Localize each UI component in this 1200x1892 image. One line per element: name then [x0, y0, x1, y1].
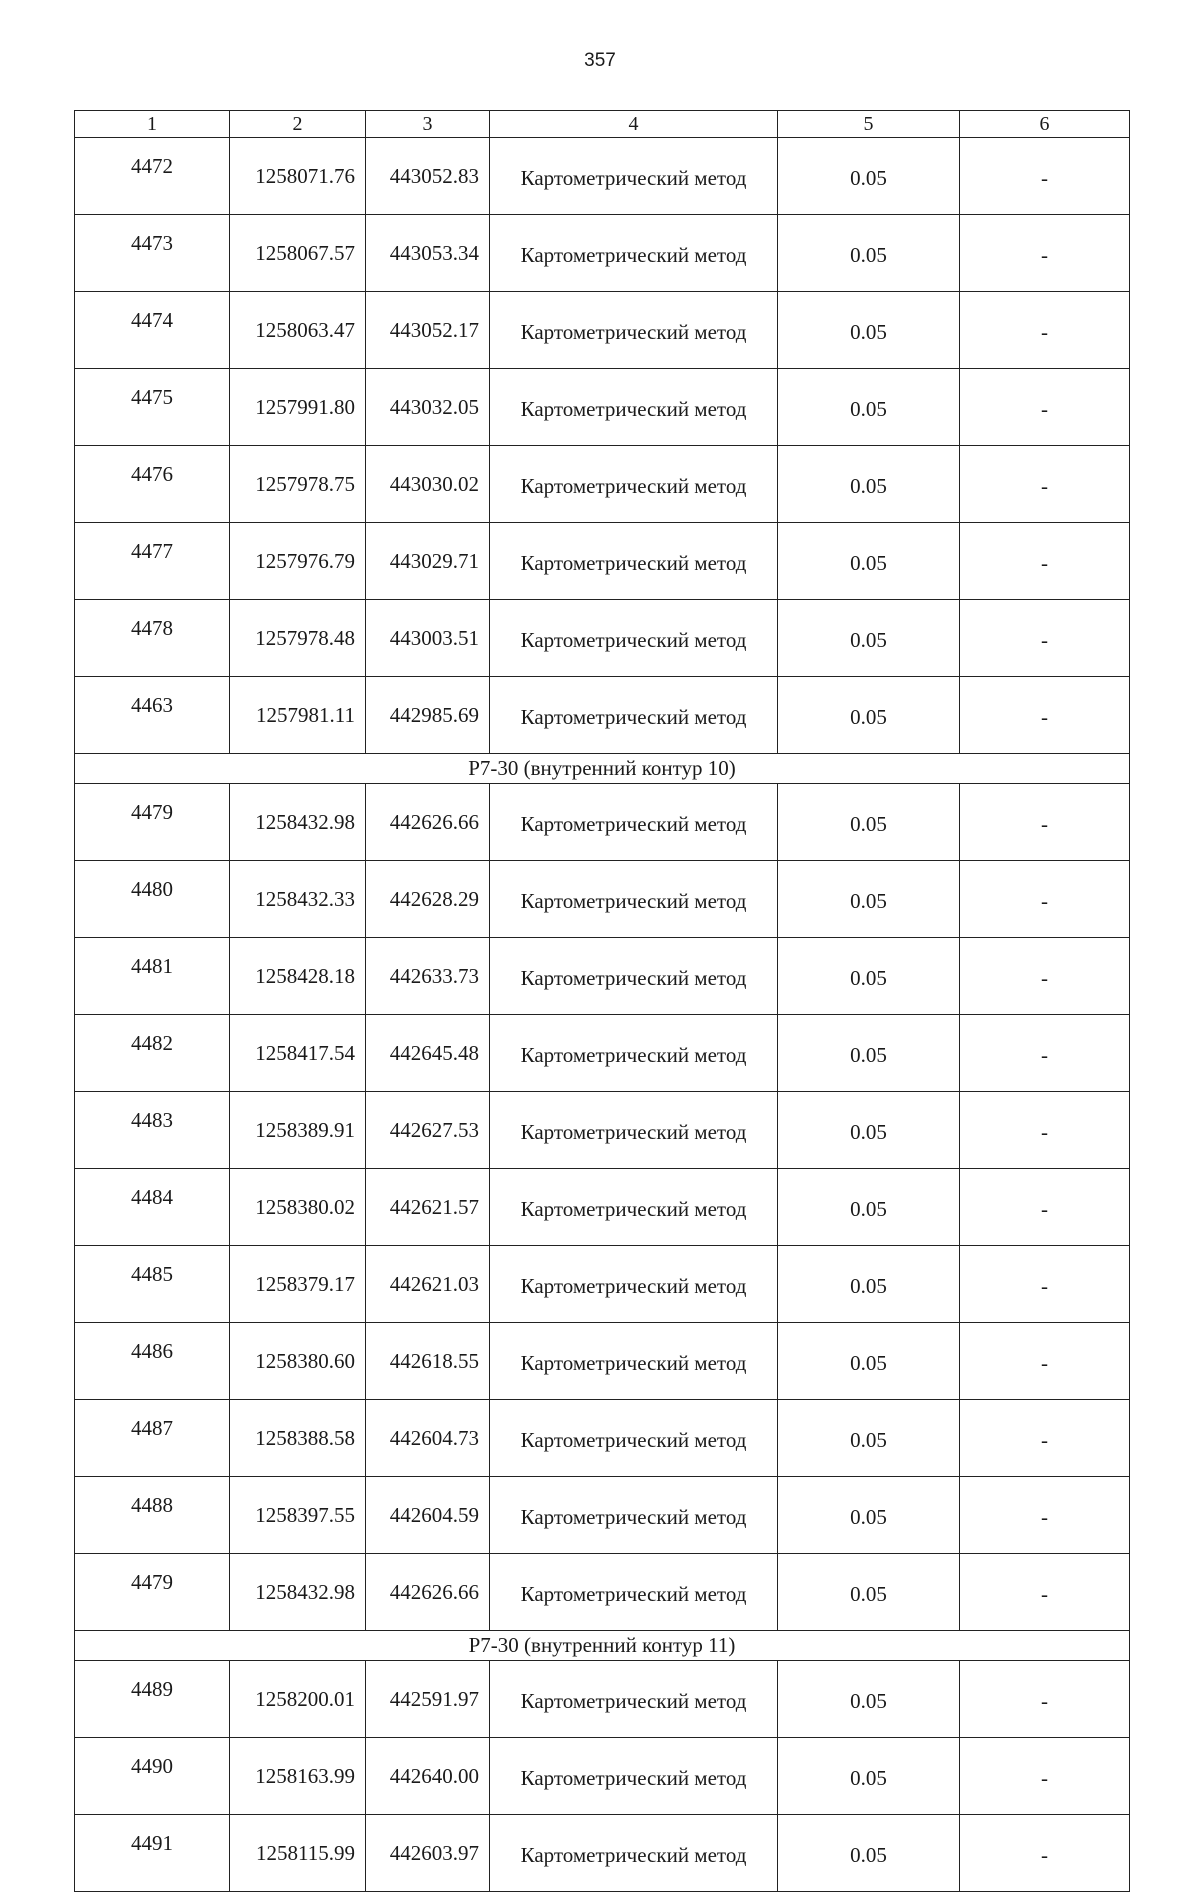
description-cell: - — [960, 1015, 1130, 1092]
table-row — [75, 446, 1130, 523]
description-cell: - — [960, 1477, 1130, 1554]
x-coordinate-cell: 1258428.18 — [230, 938, 366, 1015]
table-row — [75, 1169, 1130, 1246]
method-cell: Картометрический метод — [490, 1323, 778, 1400]
description-cell: - — [960, 1815, 1130, 1892]
point-number-cell: 4481 — [75, 938, 230, 1015]
y-coordinate-cell: 442603.97 — [366, 1815, 490, 1892]
description-cell: - — [960, 1554, 1130, 1631]
y-coordinate-cell: 442621.03 — [366, 1246, 490, 1323]
x-coordinate-cell: 1258163.99 — [230, 1738, 366, 1815]
table-body — [75, 111, 1130, 1892]
x-coordinate-cell: 1257991.80 — [230, 369, 366, 446]
method-cell: Картометрический метод — [490, 861, 778, 938]
method-cell: Картометрический метод — [490, 292, 778, 369]
y-coordinate-cell: 443003.51 — [366, 600, 490, 677]
description-cell: - — [960, 1400, 1130, 1477]
description-cell: - — [960, 369, 1130, 446]
table-row — [75, 138, 1130, 215]
x-coordinate-cell: 1258380.60 — [230, 1323, 366, 1400]
description-cell: - — [960, 446, 1130, 523]
point-number-cell: 4485 — [75, 1246, 230, 1323]
method-cell: Картометрический метод — [490, 677, 778, 754]
column-header: 5 — [778, 111, 960, 138]
accuracy-cell: 0.05 — [778, 938, 960, 1015]
method-cell: Картометрический метод — [490, 1477, 778, 1554]
x-coordinate-cell: 1258200.01 — [230, 1661, 366, 1738]
method-cell: Картометрический метод — [490, 138, 778, 215]
description-cell: - — [960, 1323, 1130, 1400]
method-cell: Картометрический метод — [490, 1738, 778, 1815]
point-number-cell: 4474 — [75, 292, 230, 369]
method-cell: Картометрический метод — [490, 938, 778, 1015]
description-cell: - — [960, 861, 1130, 938]
description-cell: - — [960, 600, 1130, 677]
table-row — [75, 369, 1130, 446]
method-cell: Картометрический метод — [490, 1246, 778, 1323]
y-coordinate-cell: 442627.53 — [366, 1092, 490, 1169]
method-cell: Картометрический метод — [490, 1015, 778, 1092]
method-cell: Картометрический метод — [490, 1815, 778, 1892]
accuracy-cell: 0.05 — [778, 1246, 960, 1323]
x-coordinate-cell: 1257981.11 — [230, 677, 366, 754]
table-row — [75, 600, 1130, 677]
method-cell: Картометрический метод — [490, 446, 778, 523]
y-coordinate-cell: 442640.00 — [366, 1738, 490, 1815]
description-cell: - — [960, 938, 1130, 1015]
x-coordinate-cell: 1258380.02 — [230, 1169, 366, 1246]
y-coordinate-cell: 442633.73 — [366, 938, 490, 1015]
method-cell: Картометрический метод — [490, 215, 778, 292]
table-row — [75, 1738, 1130, 1815]
column-header: 2 — [230, 111, 366, 138]
accuracy-cell: 0.05 — [778, 1738, 960, 1815]
table-row — [75, 1015, 1130, 1092]
point-number-cell: 4486 — [75, 1323, 230, 1400]
x-coordinate-cell: 1257976.79 — [230, 523, 366, 600]
x-coordinate-cell: 1257978.48 — [230, 600, 366, 677]
x-coordinate-cell: 1258388.58 — [230, 1400, 366, 1477]
column-header: 4 — [490, 111, 778, 138]
point-number-cell: 4491 — [75, 1815, 230, 1892]
x-coordinate-cell: 1258432.98 — [230, 784, 366, 861]
x-coordinate-cell: 1258389.91 — [230, 1092, 366, 1169]
table-row — [75, 1661, 1130, 1738]
column-header: 6 — [960, 111, 1130, 138]
accuracy-cell: 0.05 — [778, 677, 960, 754]
y-coordinate-cell: 442604.59 — [366, 1477, 490, 1554]
y-coordinate-cell: 442985.69 — [366, 677, 490, 754]
point-number-cell: 4479 — [75, 784, 230, 861]
y-coordinate-cell: 442628.29 — [366, 861, 490, 938]
column-header: 1 — [75, 111, 230, 138]
point-number-cell: 4477 — [75, 523, 230, 600]
y-coordinate-cell: 443053.34 — [366, 215, 490, 292]
table-row — [75, 292, 1130, 369]
point-number-cell: 4463 — [75, 677, 230, 754]
table-row — [75, 677, 1130, 754]
y-coordinate-cell: 443052.17 — [366, 292, 490, 369]
accuracy-cell: 0.05 — [778, 446, 960, 523]
accuracy-cell: 0.05 — [778, 1015, 960, 1092]
y-coordinate-cell: 443052.83 — [366, 138, 490, 215]
accuracy-cell: 0.05 — [778, 523, 960, 600]
x-coordinate-cell: 1258071.76 — [230, 138, 366, 215]
method-cell: Картометрический метод — [490, 523, 778, 600]
accuracy-cell: 0.05 — [778, 1169, 960, 1246]
description-cell: - — [960, 1092, 1130, 1169]
method-cell: Картометрический метод — [490, 369, 778, 446]
description-cell: - — [960, 1169, 1130, 1246]
accuracy-cell: 0.05 — [778, 138, 960, 215]
x-coordinate-cell: 1258397.55 — [230, 1477, 366, 1554]
column-header: 3 — [366, 111, 490, 138]
method-cell: Картометрический метод — [490, 1092, 778, 1169]
accuracy-cell: 0.05 — [778, 784, 960, 861]
x-coordinate-cell: 1258417.54 — [230, 1015, 366, 1092]
y-coordinate-cell: 443029.71 — [366, 523, 490, 600]
point-number-cell: 4473 — [75, 215, 230, 292]
accuracy-cell: 0.05 — [778, 861, 960, 938]
y-coordinate-cell: 442591.97 — [366, 1661, 490, 1738]
x-coordinate-cell: 1258063.47 — [230, 292, 366, 369]
y-coordinate-cell: 442626.66 — [366, 1554, 490, 1631]
section-title: Р7-30 (внутренний контур 10) — [75, 754, 1130, 784]
description-cell: - — [960, 523, 1130, 600]
point-number-cell: 4482 — [75, 1015, 230, 1092]
y-coordinate-cell: 442621.57 — [366, 1169, 490, 1246]
point-number-cell: 4480 — [75, 861, 230, 938]
section-header-row — [75, 754, 1130, 784]
column-header-row — [75, 111, 1130, 138]
table-row — [75, 1092, 1130, 1169]
method-cell: Картометрический метод — [490, 1400, 778, 1477]
table-row — [75, 1554, 1130, 1631]
table-row — [75, 1400, 1130, 1477]
y-coordinate-cell: 443030.02 — [366, 446, 490, 523]
table-row — [75, 784, 1130, 861]
x-coordinate-cell: 1258432.98 — [230, 1554, 366, 1631]
accuracy-cell: 0.05 — [778, 1092, 960, 1169]
point-number-cell: 4489 — [75, 1661, 230, 1738]
table-row — [75, 1323, 1130, 1400]
description-cell: - — [960, 1738, 1130, 1815]
table-row — [75, 1246, 1130, 1323]
x-coordinate-cell: 1258115.99 — [230, 1815, 366, 1892]
table-row — [75, 1815, 1130, 1892]
point-number-cell: 4475 — [75, 369, 230, 446]
x-coordinate-cell: 1258432.33 — [230, 861, 366, 938]
table-row — [75, 215, 1130, 292]
y-coordinate-cell: 443032.05 — [366, 369, 490, 446]
page-number: 357 — [584, 50, 616, 71]
accuracy-cell: 0.05 — [778, 369, 960, 446]
point-number-cell: 4478 — [75, 600, 230, 677]
description-cell: - — [960, 215, 1130, 292]
method-cell: Картометрический метод — [490, 1169, 778, 1246]
accuracy-cell: 0.05 — [778, 1661, 960, 1738]
accuracy-cell: 0.05 — [778, 1400, 960, 1477]
accuracy-cell: 0.05 — [778, 1815, 960, 1892]
accuracy-cell: 0.05 — [778, 1554, 960, 1631]
section-header-row — [75, 1631, 1130, 1661]
table-row — [75, 938, 1130, 1015]
point-number-cell: 4476 — [75, 446, 230, 523]
accuracy-cell: 0.05 — [778, 215, 960, 292]
method-cell: Картометрический метод — [490, 600, 778, 677]
y-coordinate-cell: 442618.55 — [366, 1323, 490, 1400]
table-row — [75, 1477, 1130, 1554]
y-coordinate-cell: 442604.73 — [366, 1400, 490, 1477]
accuracy-cell: 0.05 — [778, 292, 960, 369]
accuracy-cell: 0.05 — [778, 1477, 960, 1554]
x-coordinate-cell: 1258067.57 — [230, 215, 366, 292]
accuracy-cell: 0.05 — [778, 1323, 960, 1400]
method-cell: Картометрический метод — [490, 1554, 778, 1631]
accuracy-cell: 0.05 — [778, 600, 960, 677]
description-cell: - — [960, 784, 1130, 861]
description-cell: - — [960, 677, 1130, 754]
description-cell: - — [960, 292, 1130, 369]
point-number-cell: 4472 — [75, 138, 230, 215]
point-number-cell: 4483 — [75, 1092, 230, 1169]
y-coordinate-cell: 442645.48 — [366, 1015, 490, 1092]
point-number-cell: 4487 — [75, 1400, 230, 1477]
method-cell: Картометрический метод — [490, 1661, 778, 1738]
x-coordinate-cell: 1257978.75 — [230, 446, 366, 523]
description-cell: - — [960, 138, 1130, 215]
x-coordinate-cell: 1258379.17 — [230, 1246, 366, 1323]
description-cell: - — [960, 1661, 1130, 1738]
table-row — [75, 523, 1130, 600]
table-row — [75, 861, 1130, 938]
description-cell: - — [960, 1246, 1130, 1323]
point-number-cell: 4488 — [75, 1477, 230, 1554]
method-cell: Картометрический метод — [490, 784, 778, 861]
coordinates-table — [74, 110, 1130, 1892]
y-coordinate-cell: 442626.66 — [366, 784, 490, 861]
section-title: Р7-30 (внутренний контур 11) — [75, 1631, 1130, 1661]
point-number-cell: 4484 — [75, 1169, 230, 1246]
point-number-cell: 4490 — [75, 1738, 230, 1815]
point-number-cell: 4479 — [75, 1554, 230, 1631]
